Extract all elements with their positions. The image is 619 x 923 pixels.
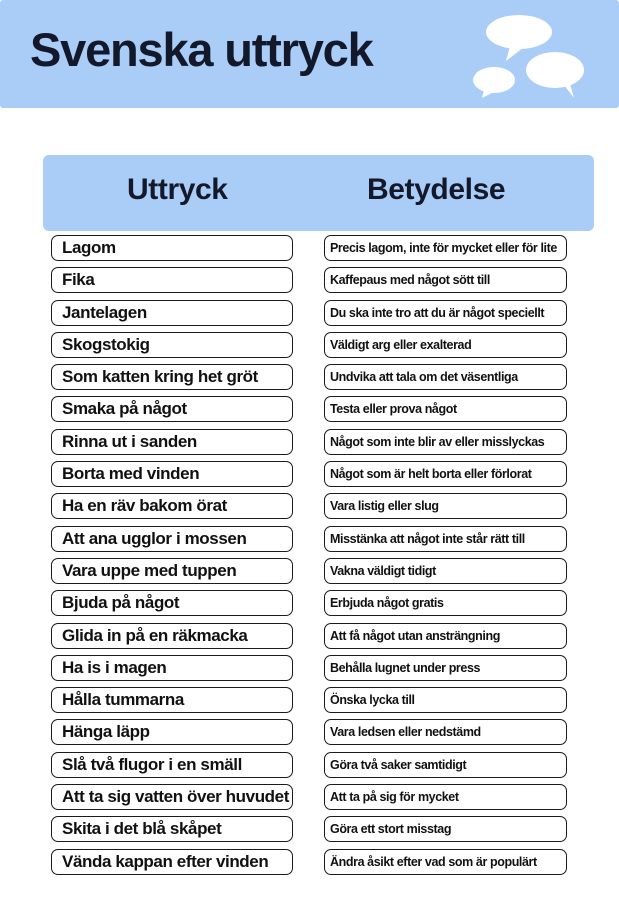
table-row [0,300,619,332]
phrase-cell: Slå två flugor i en smäll [51,752,293,778]
meaning-cell: Något som inte blir av eller misslyckas [324,429,567,455]
table-row [0,558,619,590]
meaning-cell: Att ta på sig för mycket [324,784,567,810]
meaning-cell: Du ska inte tro att du är något speciellt [324,300,567,326]
meaning-cell: Undvika att tala om det väsentliga [324,364,567,390]
phrase-cell: Skogstokig [51,332,293,358]
column-header-phrase: Uttryck [127,173,228,206]
table-row [0,364,619,396]
phrase-cell: Glida in på en räkmacka [51,623,293,649]
page-title: Svenska uttryck [30,23,373,76]
table-row [0,526,619,558]
table-row [0,267,619,299]
meaning-cell: Erbjuda något gratis [324,590,567,616]
phrase-cell: Hålla tummarna [51,687,293,713]
meaning-cell: Göra ett stort misstag [324,816,567,842]
phrase-cell: Jantelagen [51,300,293,326]
phrase-cell: Bjuda på något [51,590,293,616]
phrase-cell: Skita i det blå skåpet [51,816,293,842]
meaning-cell: Vakna väldigt tidigt [324,558,567,584]
table-row [0,332,619,364]
phrase-cell: Att ta sig vatten över huvudet [51,784,293,810]
meaning-cell: Göra två saker samtidigt [324,752,567,778]
phrase-cell: Att ana ugglor i mossen [51,526,293,552]
meaning-cell: Något som är helt borta eller förlorat [324,461,567,487]
meaning-cell: Ändra åsikt efter vad som är populärt [324,849,567,875]
phrase-cell: Ha is i magen [51,655,293,681]
table-row [0,719,619,751]
meaning-cell: Vara listig eller slug [324,493,567,519]
meaning-cell: Behålla lugnet under press [324,655,567,681]
column-header-meaning: Betydelse [367,173,506,206]
meaning-cell: Väldigt arg eller exalterad [324,332,567,358]
meaning-cell: Vara ledsen eller nedstämd [324,719,567,745]
meaning-cell: Misstänka att något inte står rätt till [324,526,567,552]
phrase-cell: Rinna ut i sanden [51,429,293,455]
table-row [0,784,619,816]
table-row [0,687,619,719]
table-row [0,752,619,784]
phrase-cell: Ha en räv bakom örat [51,493,293,519]
phrase-cell: Lagom [51,235,293,261]
meaning-cell: Precis lagom, inte för mycket eller för lite [324,235,567,261]
table-row [0,590,619,622]
meaning-cell: Att få något utan ansträngning [324,623,567,649]
expression-table [0,235,619,881]
table-row [0,493,619,525]
table-row [0,235,619,267]
phrase-cell: Som katten kring het gröt [51,364,293,390]
phrase-cell: Smaka på något [51,396,293,422]
table-row [0,429,619,461]
meaning-cell: Kaffepaus med något sött till [324,267,567,293]
table-row [0,623,619,655]
table-row [0,461,619,493]
header-banner [0,0,619,108]
phrase-cell: Hänga läpp [51,719,293,745]
phrase-cell: Fika [51,267,293,293]
meaning-cell: Testa eller prova något [324,396,567,422]
phrase-cell: Borta med vinden [51,461,293,487]
table-row [0,396,619,428]
table-row [0,816,619,848]
table-row [0,849,619,881]
meaning-cell: Önska lycka till [324,687,567,713]
speech-bubbles-icon [466,6,616,109]
phrase-cell: Vara uppe med tuppen [51,558,293,584]
table-row [0,655,619,687]
phrase-cell: Vända kappan efter vinden [51,849,293,875]
table-header [43,155,594,231]
